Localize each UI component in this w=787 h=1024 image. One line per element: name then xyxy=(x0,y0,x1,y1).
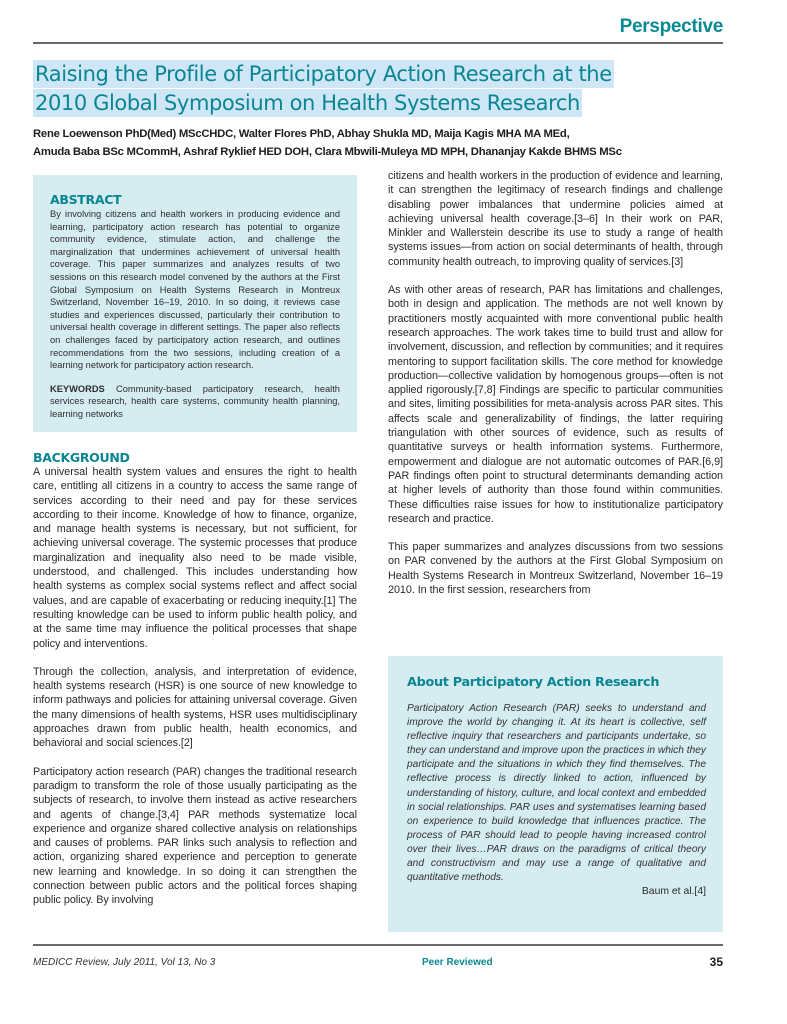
keywords-text: Community-based participatory research, health services research, health care systems, community health planning, learning networks xyxy=(50,383,340,419)
about-par-box xyxy=(388,656,723,932)
about-par-attribution: Baum et al.[4] xyxy=(641,886,706,898)
about-par-heading: About Participatory Action Research xyxy=(407,675,660,690)
body-paragraph: This paper summarizes and analyzes discussions from two sessions on PAR convened by the authors at the First Global Symposium on Health Systems Research in Montreux Switzerland, November 16–19 2010. In the first session, researchers from xyxy=(388,541,723,597)
body-paragraph: As with other areas of research, PAR has limitations and challenges, both in design and application. The methods are not well known by practitioners mostly acquainted with more conventional public health research approaches. The work takes time to build trust and allow for involvement, discussion, and reflection by communities; and it requires mentoring to support facilitation skills. The core method for knowledge production—collective validation by homogenous groups—often is not applied rigorously.[7,8] Findings are specific to particular communities and sites, limiting possibilities for meta-analysis across PAR sites. This affects scale and generalizability of findings, the latter requiring triangulation with other sources of evidence, such as results of quantitative surveys or health information systems. Furthermore, empowerment and dialogue are not automatic outcomes of PAR.[6,9] PAR findings often point to structural determinants demanding action at higher levels of authority than those found within communities. These difficulties raise issues for how to institutionalize participatory research and practice. xyxy=(388,284,723,525)
abstract-text: By involving citizens and health workers in producing evidence and learning, participatory action research has potential to organize community evidence, stimulate action, and challenge the marginalization that undermines achievement of universal health coverage. This paper summarizes and analyzes results of two sessions on this research model convened by the authors at the First Global Symposium on Health Systems Research in Montreux Switzerland, November 16–19, 2010. In so doing, it reviews case studies and experiences discussed, particularly their contribution to universal health coverage in different settings. The paper also reflects on challenges faced by participatory action research, and outlines recommendations from the two sessions, including creation of a learning network for participatory action research. xyxy=(50,209,340,371)
journal-citation xyxy=(33,957,215,968)
peer-reviewed-label: Peer Reviewed xyxy=(422,957,493,968)
authors-line-1: Rene Loewenson PhD(Med) MScCHDC, Walter Flores PhD, Abhay Shukla MD, Maija Kagis MHA MA MEd, xyxy=(33,128,570,140)
section-label: Perspective xyxy=(619,16,723,37)
journal-issue: , July 2011, Vol 13, No 3 xyxy=(107,957,216,968)
journal-name: MEDICC Review xyxy=(33,957,108,968)
background-paragraph: Through the collection, analysis, and interpretation of evidence, health systems research (HSR) is one source of new knowledge to inform pathways and policies for attaining universal coverage. Given the many dimensions of health systems, HSR uses multidisciplinary approaches drawn from public health, health economics, and behavioral and social sciences.[2] xyxy=(33,665,357,750)
background-heading: BACKGROUND xyxy=(33,450,130,465)
about-par-quote: Participatory Action Research (PAR) seeks to understand and improve the world by changing it. At its heart is collective, self reflective inquiry that researchers and participants undertake, so they can understand and improve upon the practices in which they participate and the situations in which they find themselves. The reflective process is directly linked to action, influenced by understanding of history, culture, and local context and embedded in social relationships. PAR uses and systematises learning based on experience to build knowledge that influences practice. The process of PAR should lead to people having increased control over their lives…PAR draws on the paradigms of critical theory and constructivism and may use a range of qualitative and quantitative methods. xyxy=(407,703,707,884)
header-rule xyxy=(33,42,723,44)
abstract-box xyxy=(33,175,357,432)
background-paragraph: Participatory action research (PAR) changes the traditional research paradigm to transform the role of those usually participating as the subjects of research, to involve them instead as active researchers and agents of change.[3,4] PAR methods systematize local experience and organize shared collective analysis on relationships and causes of problems. PAR links such analysis to reflection and action, organizing shared experience and perception to generate new learning and knowledge. In so doing it can strengthen the connection between public actors and the political forces shaping public policy. By involving xyxy=(33,765,357,907)
abstract-heading: ABSTRACT xyxy=(50,192,122,207)
footer-rule xyxy=(33,944,723,946)
background-paragraph: A universal health system values and ensures the right to health care, entitling all citizens in a country to access the same range of services according to their need and pay for these services according to their income. Knowledge of how to finance, organize, and manage health systems is necessary, but not sufficient, for achieving universal coverage. The systemic processes that produce marginalization and inequality also need to be made visible, understood, and challenged. This includes understanding how health systems as complex social systems reflect and affect social values, and are capable of exacerbating or reducing inequity.[1] The resulting knowledge can be used to inform public health policy, and at the same time may influence the political processes that shape policy and interventions. xyxy=(33,466,357,650)
author-list xyxy=(33,125,753,161)
left-column xyxy=(33,450,357,922)
keywords-label: KEYWORDS xyxy=(50,383,105,394)
keywords xyxy=(50,383,340,421)
article-title xyxy=(33,60,733,118)
title-line-2: 2010 Global Symposium on Health Systems Research xyxy=(35,91,580,115)
body-paragraph: citizens and health workers in the production of evidence and learning, it can strengthen the legitimacy of research findings and challenge disabling power imbalances that undermine policies aimed at achieving universal health coverage.[3–6] In their work on PAR, Minkler and Wallerstein describe its use to study a range of health systems issues—from action on social determinants of health, through community health outreach, to improving quality of services.[3] xyxy=(388,170,723,268)
title-line-1: Raising the Profile of Participatory Action Research at the xyxy=(35,62,612,86)
right-column xyxy=(388,169,723,611)
background-body xyxy=(33,465,357,908)
page-number: 35 xyxy=(709,955,723,969)
authors-line-2: Amuda Baba BSc MCommH, Ashraf Ryklief HED DOH, Clara Mbwili-Muleya MD MPH, Dhananjay Kakde BHMS MSc xyxy=(33,146,622,158)
